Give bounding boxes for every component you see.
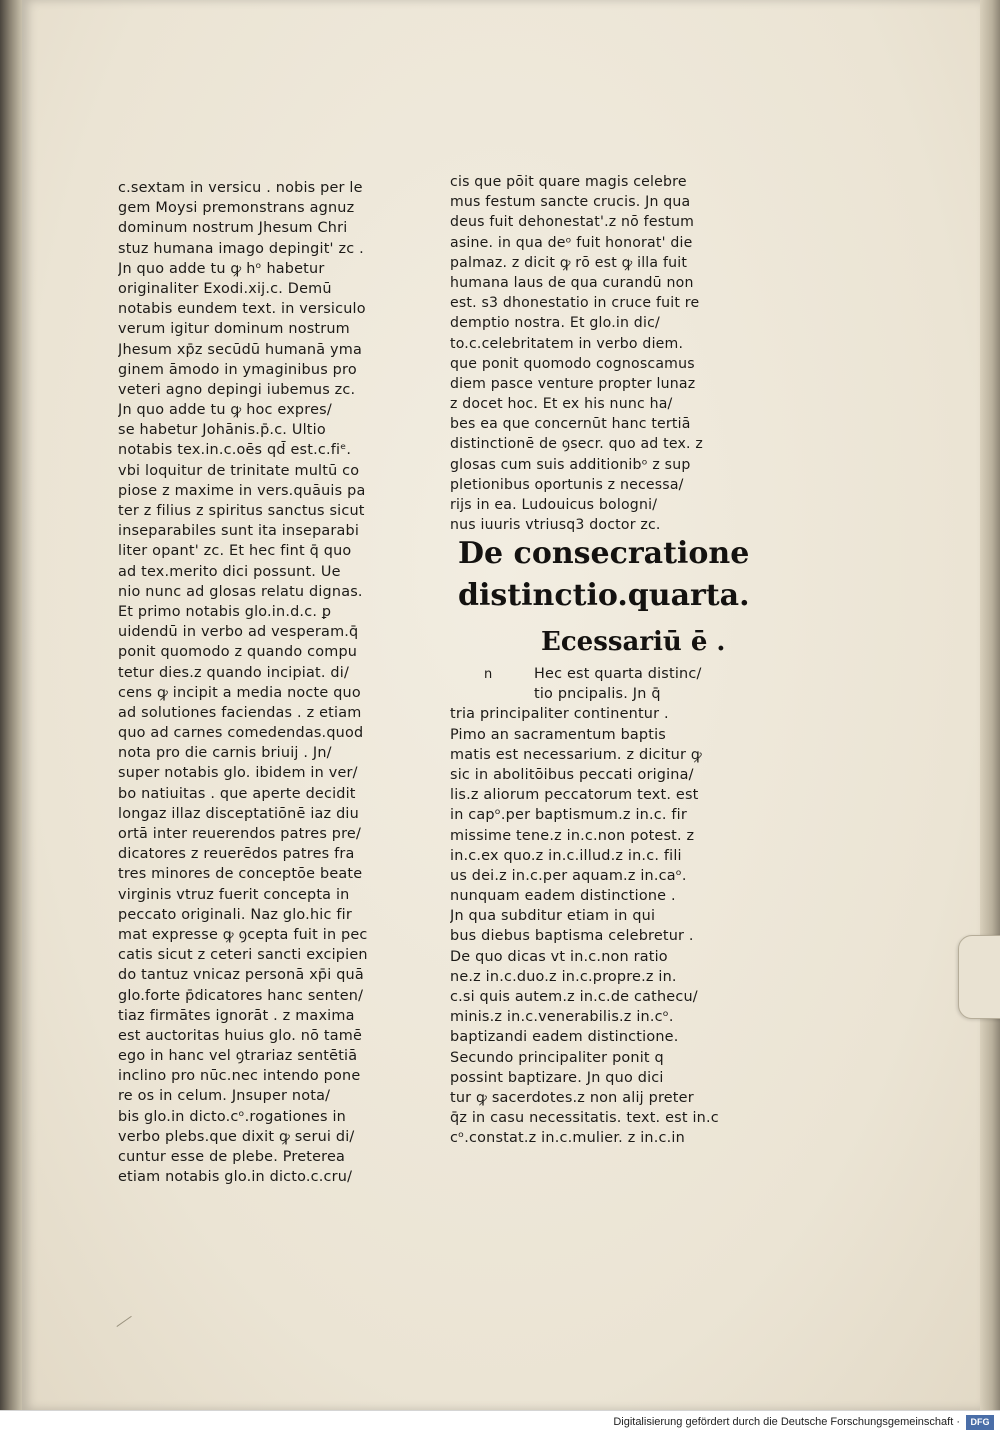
text-line: Jn quo adde tu ꝙ hᵒ habetur xyxy=(118,260,325,277)
text-line: in capᵒ.per baptismum.z in.c. fir xyxy=(450,807,687,824)
text-line: Jn qua subditur etiam in qui xyxy=(450,908,656,925)
text-line: quo ad carnes comedendas.quod xyxy=(118,725,364,742)
text-line: catis sicut z ceteri sancti excipien xyxy=(118,947,368,964)
text-line: pletionibus oportunis z necessa/ xyxy=(450,476,684,493)
text-line: est. s3 dhonestatio in cruce fuit re xyxy=(450,295,700,312)
text-line: baptizandi eadem distinctione. xyxy=(450,1029,679,1046)
text-line: Pimo an sacramentum baptis xyxy=(450,726,667,743)
text-line: deus fuit dehonestat'.z nō festum xyxy=(450,214,695,231)
text-line: nio nunc ad glosas relatu dignas. xyxy=(118,583,363,600)
page-tab-marker xyxy=(958,935,1000,1019)
text-line: originaliter Exodi.xij.c. Demū xyxy=(118,280,332,297)
text-line: sic in abolitōibus peccati origina/ xyxy=(450,766,694,783)
text-line: que ponit quomodo cognoscamus xyxy=(450,355,695,372)
text-line: nota pro die carnis briuij . Jn/ xyxy=(118,745,332,762)
text-line: demptio nostra. Et glo.in dic/ xyxy=(450,315,660,332)
text-line: tio pncipalis. Jn q̄ xyxy=(534,686,661,703)
text-line: cis que pōit quare magis celebre xyxy=(450,174,687,190)
text-line: virginis vtruz fuerit concepta in xyxy=(118,886,350,903)
text-line: etiam notabis glo.in dicto.c.cru/ xyxy=(118,1169,353,1186)
text-line: verum igitur dominum nostrum xyxy=(118,321,350,338)
page-fore-edge xyxy=(980,0,1000,1410)
text-line: vbi loquitur de trinitate multū co xyxy=(118,462,360,479)
text-line: glosas cum suis additionibᵒ z sup xyxy=(450,456,691,473)
text-line: ad solutiones faciendas . z etiam xyxy=(118,704,362,721)
text-line: ginem āmodo in ymaginibus pro xyxy=(118,361,357,378)
text-line: ortā inter reuerendos patres pre/ xyxy=(118,826,362,842)
text-line: bus diebus baptisma celebretur . xyxy=(450,928,694,945)
text-line: inclino pro nūc.nec intendo pone xyxy=(118,1068,361,1085)
text-line: notabis tex.in.c.oēs qd̄ est.c.fiᵉ. xyxy=(118,442,352,459)
binding-edge xyxy=(0,0,22,1434)
text-line: se habetur Johānis.p̄.c. Ultio xyxy=(118,422,326,439)
text-line: bo natiuitas . que aperte decidit xyxy=(118,785,356,802)
text-line: Et primo notabis glo.in.d.c. ꝑ xyxy=(118,603,332,620)
text-line: peccato originali. Naz glo.hic fir xyxy=(118,906,352,923)
text-line: asine. in qua deᵒ fuit honorat' die xyxy=(450,234,693,251)
text-line: veteri agno depingi iubemus zc. xyxy=(118,381,356,398)
text-line: dicatores z reuerēdos patres fra xyxy=(118,846,355,863)
text-line: uidendū in verbo ad vesperam.q̄ xyxy=(118,624,359,641)
text-line: bis glo.in dicto.cᵒ.rogationes in xyxy=(118,1108,346,1125)
text-line: mat expresse ꝙ ꝯcepta fuit in pec xyxy=(118,926,368,943)
footer-credit: Digitalisierung gefördert durch die Deutsche Forschungsgemeinschaft · xyxy=(613,1416,960,1428)
text-line: cens ꝙ incipit a media nocte quo xyxy=(118,684,361,701)
right-text-column-top xyxy=(450,172,720,535)
text-line: tres minores de conceptōe beate xyxy=(118,866,363,883)
text-line: super notabis glo. ibidem in ver/ xyxy=(118,765,358,782)
text-line: possint baptizare. Jn quo dici xyxy=(450,1069,664,1086)
text-line: ego in hanc vel ꝯtrariaz sentētiā xyxy=(118,1048,358,1065)
text-line: notabis eundem text. in versiculo xyxy=(118,301,366,318)
text-line: in.c.ex quo.z in.c.illud.z in.c. fili xyxy=(450,847,682,864)
text-line: glo.forte p̄dicatores hanc senten/ xyxy=(118,987,364,1004)
text-line: distinctionē de ꝯsecr. quo ad tex. z xyxy=(450,436,703,453)
text-line: stuz humana imago depingit' zc . xyxy=(118,240,364,257)
text-line: ad tex.merito dici possunt. Ue xyxy=(118,563,341,580)
text-line: mus festum sancte crucis. Jn qua xyxy=(450,194,691,211)
text-line: humana laus de qua curandū non xyxy=(450,274,694,291)
text-line: diem pasce venture propter lunaz xyxy=(450,375,696,392)
text-line: De quo dicas vt in.c.non ratio xyxy=(450,948,668,965)
text-line: ponit quomodo z quando compu xyxy=(118,644,358,661)
text-line: ter z filius z spiritus sanctus sicut xyxy=(118,503,365,519)
text-line: tiaz firmātes ignorāt . z maxima xyxy=(118,1007,355,1024)
text-line: q̄z in casu necessitatis. text. est in.c xyxy=(450,1110,719,1127)
text-line: missime tene.z in.c.non potest. z xyxy=(450,827,695,844)
text-line: re os in celum. Jnsuper nota/ xyxy=(118,1088,331,1105)
text-line: est auctoritas huius glo. nō tamē xyxy=(118,1027,363,1044)
right-text-column-bottom xyxy=(450,664,730,1149)
dfg-logo: DFG xyxy=(966,1415,994,1430)
text-line: tetur dies.z quando incipiat. di/ xyxy=(118,664,349,681)
text-line: Jn quo adde tu ꝙ hoc expres/ xyxy=(118,402,332,419)
text-line: c.si quis autem.z in.c.de cathecu/ xyxy=(450,989,698,1005)
text-line: c.sextam in versicu . nobis per le xyxy=(118,180,363,196)
section-heading-line1: De consecratione xyxy=(458,536,750,571)
digitization-footer xyxy=(0,1410,1000,1435)
text-line: Secundo principaliter ponit q xyxy=(450,1049,664,1066)
text-line: piose z maxime in vers.quāuis pa xyxy=(118,482,366,499)
text-line: inseparabiles sunt ita inseparabi xyxy=(118,523,360,540)
text-line: Jhesum xp̄z secūdū humanā yma xyxy=(118,341,362,358)
text-line: dominum nostrum Jhesum Chri xyxy=(118,220,348,237)
guide-letter: n xyxy=(484,667,493,682)
text-line: matis est necessarium. z dicitur ꝙ xyxy=(450,746,702,763)
section-heading-line2: distinctio.quarta. xyxy=(458,578,750,613)
text-line: minis.z in.c.venerabilis.z in.cᵒ. xyxy=(450,1009,674,1026)
text-line: longaz illaz disceptatiōnē iaz diu xyxy=(118,805,359,822)
incipit-text: Ecessariū ē . xyxy=(541,627,726,657)
text-line: tria principaliter continentur . xyxy=(450,706,669,723)
text-line: liter opant' zc. Et hec fint q̄ quo xyxy=(118,543,352,560)
text-line: do tantuz vnicaz personā xp̄i quā xyxy=(118,967,364,984)
text-line: us dei.z in.c.per aquam.z in.caᵒ. xyxy=(450,867,687,884)
text-line: lis.z aliorum peccatorum text. est xyxy=(450,787,699,804)
text-line: ne.z in.c.duo.z in.c.propre.z in. xyxy=(450,968,677,985)
text-line: Hec est quarta distinc/ xyxy=(534,666,702,682)
text-line: bes ea que concernūt hanc tertiā xyxy=(450,416,691,433)
text-line: verbo plebs.que dixit ꝙ serui di/ xyxy=(118,1128,355,1145)
text-line: gem Moysi premonstrans agnuz xyxy=(118,200,355,217)
text-line: palmaz. z dicit ꝙ rō est ꝙ illa fuit xyxy=(450,254,688,271)
text-line: rijs in ea. Ludouicus bologni/ xyxy=(450,497,658,513)
text-line: tur ꝙ sacerdotes.z non alij preter xyxy=(450,1089,694,1106)
text-line: z docet hoc. Et ex his nunc ha/ xyxy=(450,396,673,413)
left-text-column xyxy=(118,178,408,1187)
text-line: cuntur esse de plebe. Preterea xyxy=(118,1149,346,1165)
text-line: cᵒ.constat.z in.c.mulier. z in.c.in xyxy=(450,1130,685,1147)
text-line: nunquam eadem distinctione . xyxy=(450,888,676,905)
text-line: nus iuuris vtriusq3 doctor zc. xyxy=(450,517,661,534)
text-line: to.c.celebritatem in verbo diem. xyxy=(450,335,684,352)
